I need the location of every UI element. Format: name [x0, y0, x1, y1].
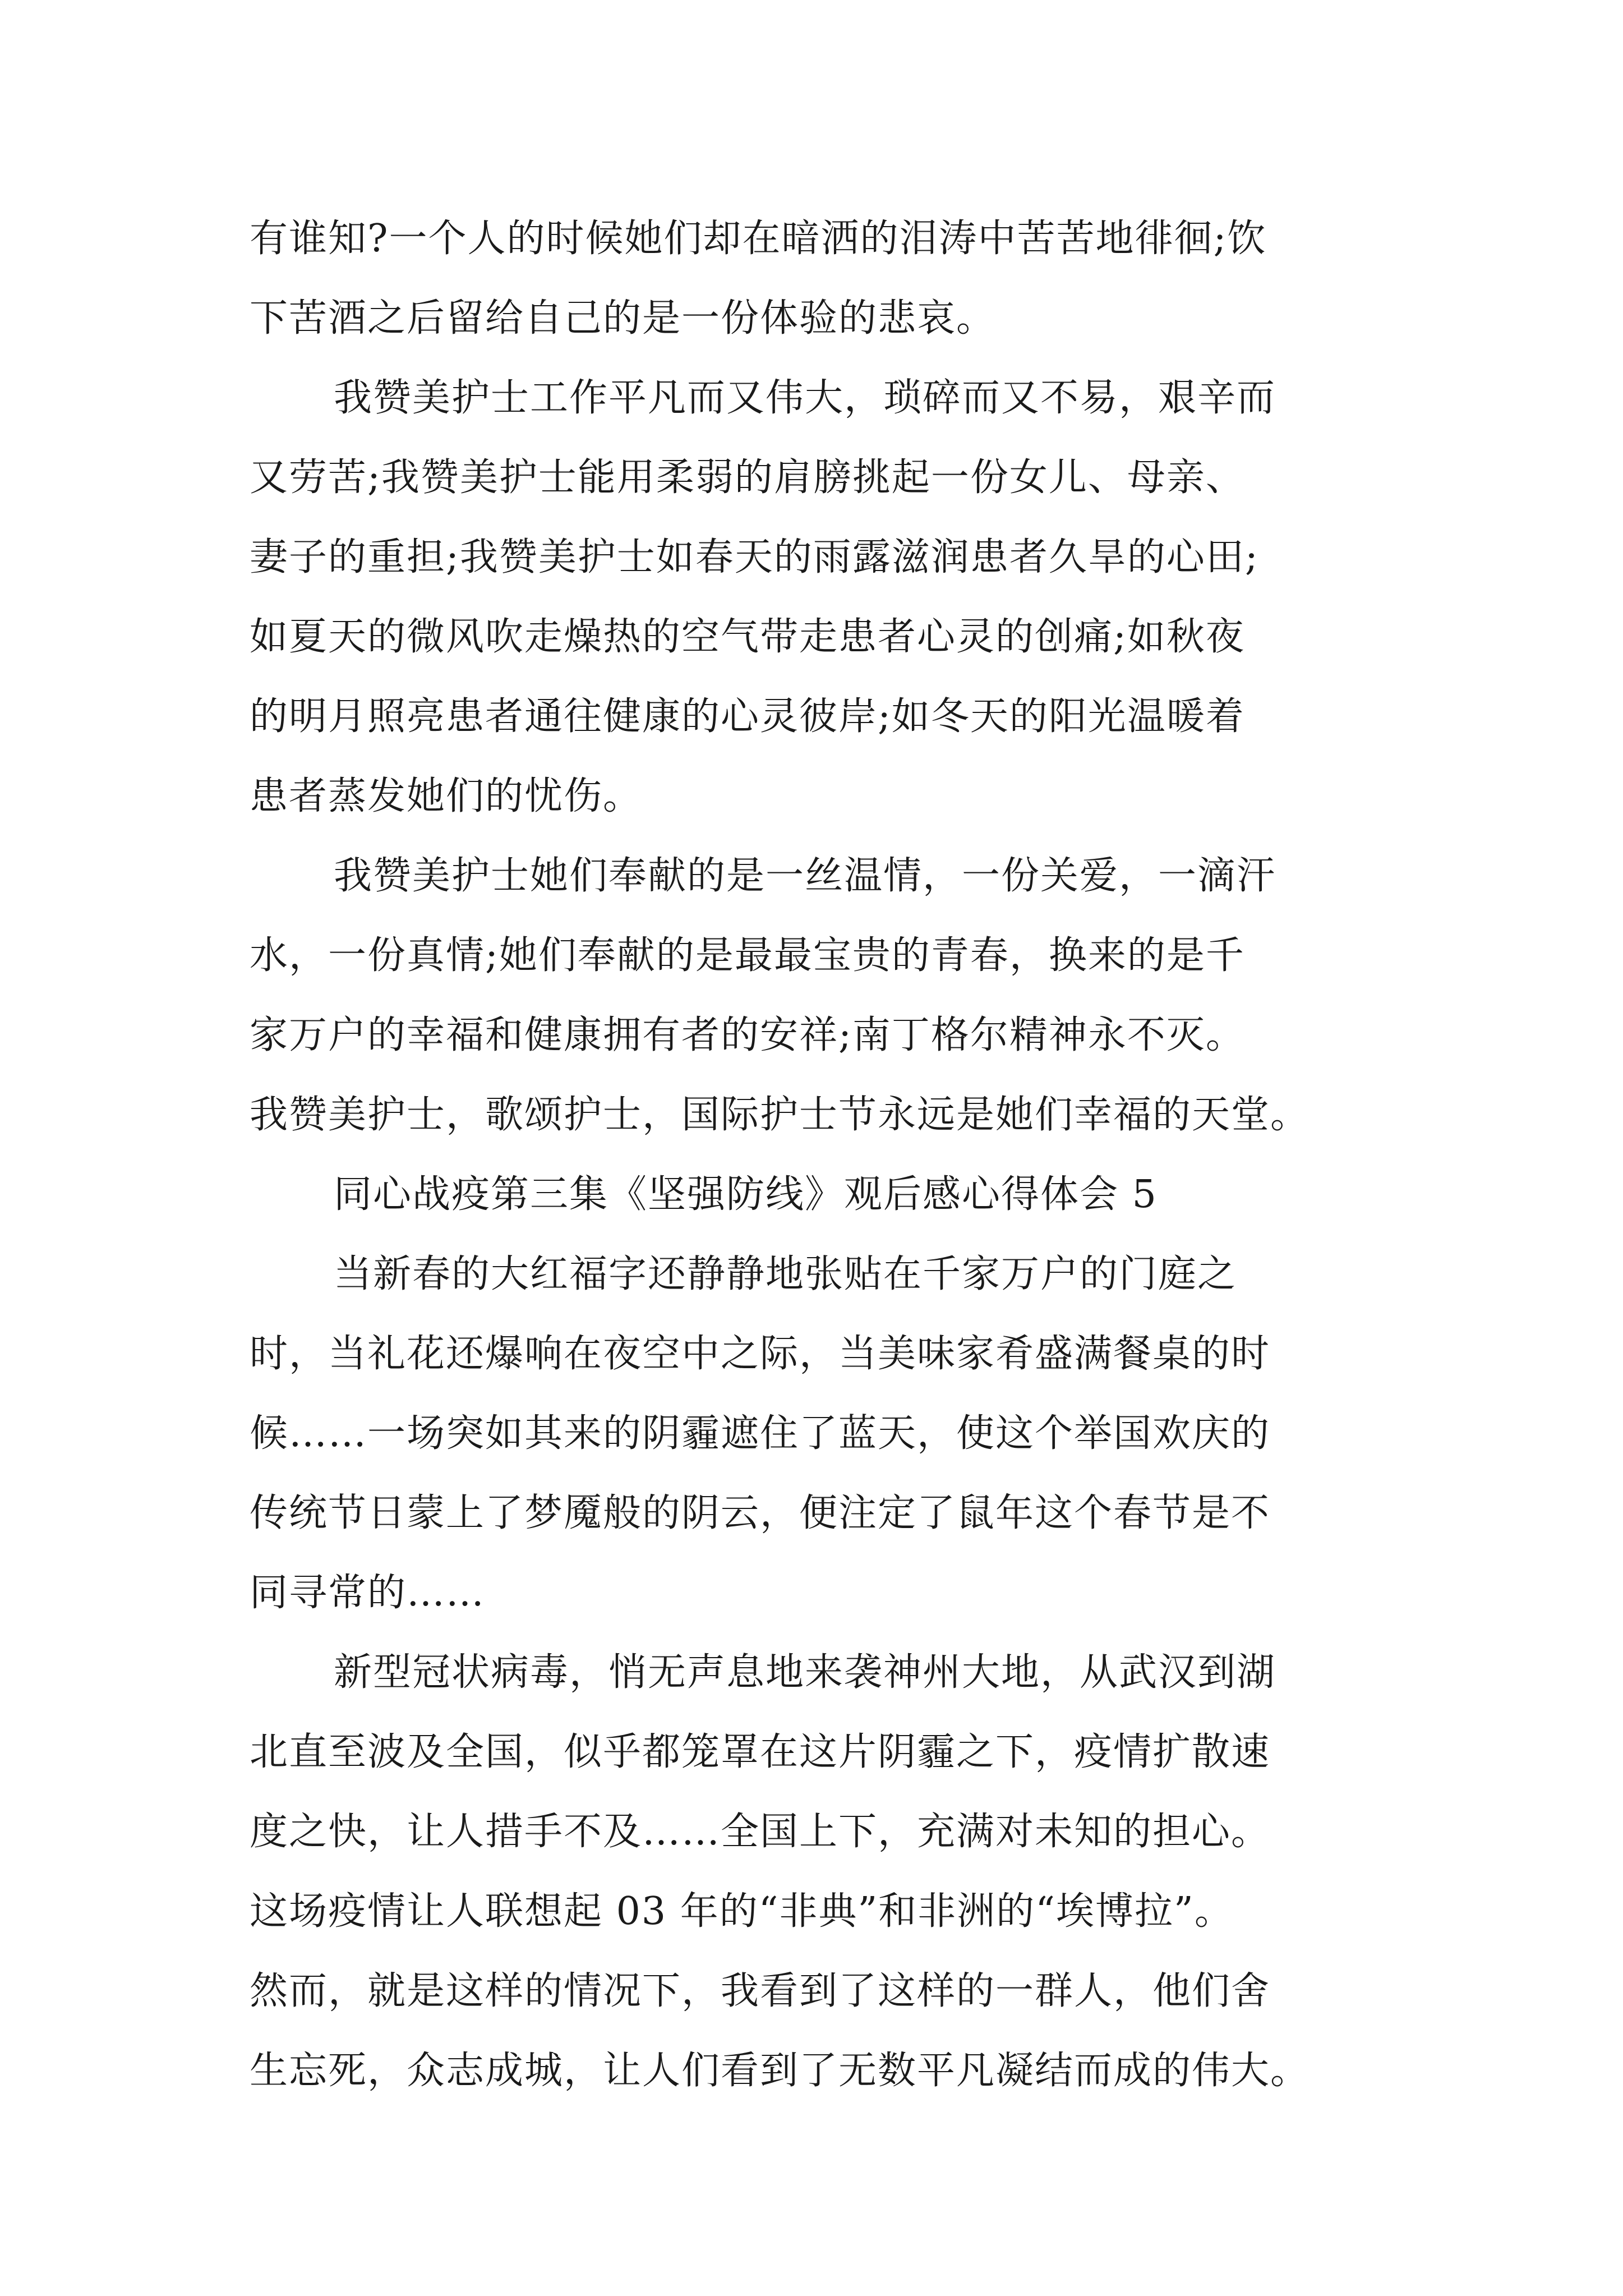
paragraph-line: 患者蒸发她们的忧伤。 [250, 774, 643, 818]
paragraph-line: 如夏天的微风吹走燥热的空气带走患者心灵的创痛;如秋夜 [250, 615, 1245, 659]
paragraph-line: 家万户的幸福和健康拥有者的安祥;南丁格尔精神永不灭。 [250, 1013, 1245, 1057]
paragraph-line: 生忘死，众志成城，让人们看到了无数平凡凝结而成的伟大。 [250, 2049, 1310, 2093]
paragraph-line: 同寻常的…… [250, 1571, 486, 1615]
paragraph-line: 又劳苦;我赞美护士能用柔弱的肩膀挑起一份女儿、母亲、 [250, 455, 1245, 500]
paragraph-line: 传统节日蒙上了梦魇般的阴云，便注定了鼠年这个春节是不 [250, 1491, 1271, 1535]
paragraph-line: 候……一场突如其来的阴霾遮住了蓝天，使这个举国欢庆的 [250, 1411, 1271, 1456]
paragraph-line: 我赞美护士，歌颂护士，国际护士节永远是她们幸福的天堂。 [250, 1093, 1310, 1137]
section-heading: 同心战疫第三集《坚强防线》观后感心得体会 5 [334, 1172, 1158, 1217]
paragraph-line: 然而，就是这样的情况下，我看到了这样的一群人，他们舍 [250, 1969, 1271, 2013]
paragraph-line: 时，当礼花还爆响在夜空中之际，当美味家肴盛满餐桌的时 [250, 1332, 1271, 1376]
paragraph-line: 的明月照亮患者通往健康的心灵彼岸;如冬天的阳光温暖着 [250, 694, 1245, 739]
paragraph-line: 北直至波及全国，似乎都笼罩在这片阴霾之下，疫情扩散速 [250, 1730, 1271, 1774]
paragraph-line: 妻子的重担;我赞美护士如春天的雨露滋润患者久旱的心田; [250, 535, 1259, 579]
paragraph-line: 当新春的大红福字还静静地张贴在千家万户的门庭之 [334, 1252, 1237, 1296]
paragraph-line: 新型冠状病毒，悄无声息地来袭神州大地，从武汉到湖 [334, 1650, 1276, 1695]
document-body [250, 199, 1394, 2111]
paragraph-line: 我赞美护士工作平凡而又伟大，琐碎而又不易，艰辛而 [334, 376, 1276, 420]
paragraph-line: 我赞美护士她们奉献的是一丝温情，一份关爱，一滴汗 [334, 854, 1276, 898]
paragraph-line: 这场疫情让人联想起 03 年的“非典”和非洲的“埃博拉”。 [250, 1889, 1234, 1934]
paragraph-line: 下苦酒之后留给自己的是一份体验的悲哀。 [250, 296, 996, 341]
paragraph-line: 水，一份真情;她们奉献的是最最宝贵的青春，换来的是千 [250, 933, 1245, 978]
paragraph-line: 度之快，让人措手不及……全国上下，充满对未知的担心。 [250, 1810, 1271, 1854]
paragraph-line: 有谁知?一个人的时候她们却在暗洒的泪涛中苦苦地徘徊;饮 [250, 217, 1267, 261]
